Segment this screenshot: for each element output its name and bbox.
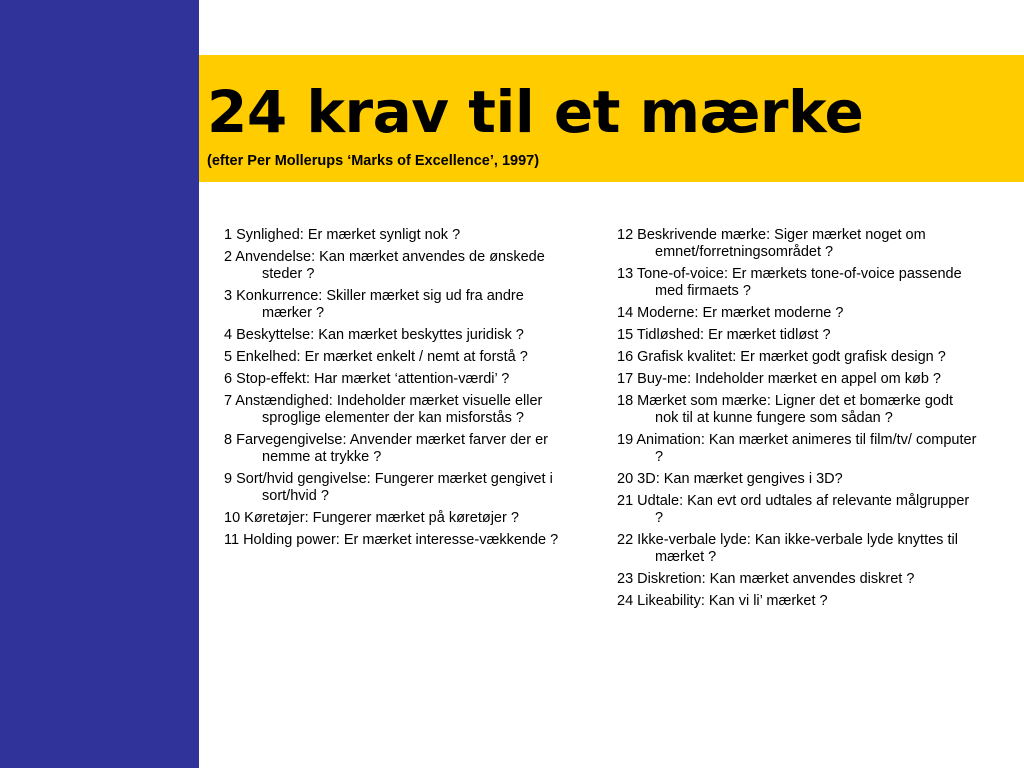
list-item: 8 Farvegengivelse: Anvender mærket farver der er nemme at trykke ? [224,432,548,465]
slide-title: 24 krav til et mærke [207,78,864,146]
list-item: 14 Moderne: Er mærket moderne ? [617,305,844,321]
list-item: 10 Køretøjer: Fungerer mærket på køretøjer ? [224,510,519,526]
list-item: 5 Enkelhed: Er mærket enkelt / nemt at forstå ? [224,349,528,365]
list-item: 7 Anstændighed: Indeholder mærket visuelle eller sproglige elementer der kan misforstås ? [224,393,543,426]
slide-subtitle: (efter Per Mollerups ‘Marks of Excellence’, 1997) [207,153,540,169]
list-item: 18 Mærket som mærke: Ligner det et bomærke godt nok til at kunne fungere som sådan ? [617,393,954,426]
list-item: 16 Grafisk kvalitet: Er mærket godt grafisk design ? [617,349,946,365]
list-item: 13 Tone-of-voice: Er mærkets tone-of-voice passende med firmaets ? [617,266,962,299]
list-item: 19 Animation: Kan mærket animeres til film/tv/ computer ? [617,432,977,465]
list-item: 12 Beskrivende mærke: Siger mærket noget om emnet/forretningsområdet ? [617,227,926,260]
list-item: 9 Sort/hvid gengivelse: Fungerer mærket gengivet i sort/hvid ? [224,471,553,504]
right-requirements-list [617,227,977,615]
left-sidebar-band [0,0,199,768]
list-item: 6 Stop-effekt: Har mærket ‘attention-værdi’ ? [224,371,510,387]
list-item: 1 Synlighed: Er mærket synligt nok ? [224,227,461,243]
list-item: 2 Anvendelse: Kan mærket anvendes de ønskede steder ? [224,249,545,282]
list-item: 17 Buy-me: Indeholder mærket en appel om køb ? [617,371,941,387]
list-item: 4 Beskyttelse: Kan mærket beskyttes juridisk ? [224,327,524,343]
list-item: 3 Konkurrence: Skiller mærket sig ud fra andre mærker ? [224,288,524,321]
left-requirements-list [224,227,569,554]
list-item: 23 Diskretion: Kan mærket anvendes diskret ? [617,571,915,587]
list-item: 15 Tidløshed: Er mærket tidløst ? [617,327,831,343]
list-item: 24 Likeability: Kan vi li’ mærket ? [617,593,828,609]
list-item: 20 3D: Kan mærket gengives i 3D? [617,471,843,487]
list-item: 21 Udtale: Kan evt ord udtales af relevante målgrupper ? [617,493,970,526]
list-item: 11 Holding power: Er mærket interesse-vækkende ? [224,532,559,548]
list-item: 22 Ikke-verbale lyde: Kan ikke-verbale lyde knyttes til mærket ? [617,532,958,565]
